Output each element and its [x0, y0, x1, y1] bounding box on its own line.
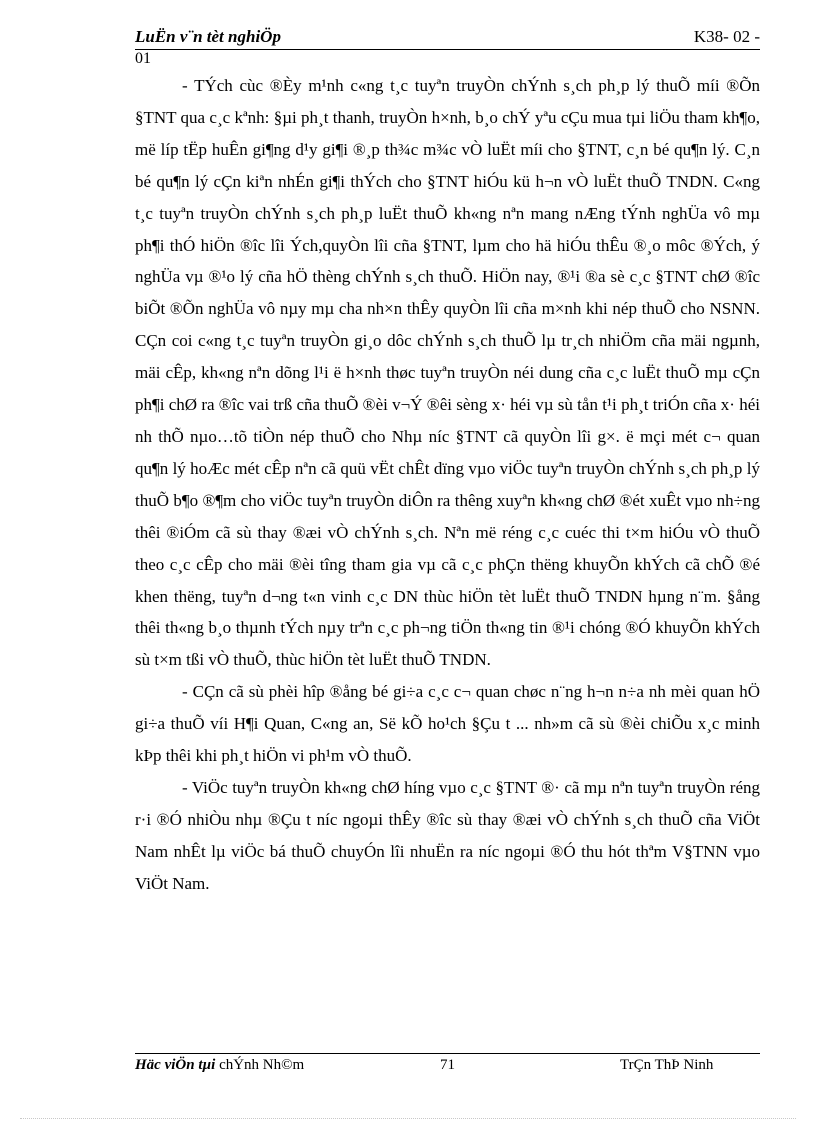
page-header [135, 27, 760, 47]
header-divider [135, 49, 760, 50]
paragraph-coordination: - CÇn cã sù phèi hîp ®ång bé gi÷a c¸c c¬ quan chøc n¨ng h¬n n÷a nh mèi quan hÖ gi÷a thuÕ víi H¶i Quan, C«ng an, Së kÕ ho¹ch §Çu t ... nh»m cã sù ®èi chiÕu x¸c minh kÞp thêi khi ph¸t hiÖn vi ph¹m vÒ thuÕ. [135, 682, 760, 766]
footer-institution [135, 1056, 305, 1074]
footer-institution-emphasis: Häc viÖn tµi [135, 1057, 216, 1073]
footer-author: TrÇn ThÞ Ninh [620, 1057, 714, 1073]
paragraph-propaganda: - TÝch cùc ®Èy m¹nh c«ng t¸c tuyªn truyÒn chÝnh s¸ch ph¸p lý thuÕ míi ®Õn §TNT qua c¸c kªnh: §µi ph¸t thanh, truyÒn h×nh, b¸o chÝ yªu cÇu mua tµi liÖu tham kh¶o, më líp tËp huÊn gi¶ng d¹y gi¶i ®¸p th¾c m¾c vÒ luËt míi cho §TNT, c¸n bé qu¶n lý. C¸n bé qu¶n lý cÇn kiªn nhÉn gi¶i thÝch cho §TNT hiÓu kü h¬n vÒ luËt thuÕ TNDN. C«ng t¸c tuyªn truyÒn chÝnh s¸ch ph¸p luËt thuÕ kh«ng nªn mang nÆng tÝnh nghÜa vô mµ ph¶i thÓ hiÖn ®îc lîi Ých,quyÒn lîi cña §TNT, lµm cho hä hiÓu thÊu ®¸o môc ®Ých, ý nghÜa vµ ®¹o lý cña hÖ thèng chÝnh s¸ch thuÕ. HiÖn nay, ®¹i ®a sè c¸c §TNT chØ ®îc biÕt ®Õn nghÜa vô nµy mµ cha nh×n thÊy quyÒn lîi cña m×nh khi nép thuÕ cho NSNN. CÇn coi c«ng t¸c tuyªn truyÒn gi¸o dôc chÝnh s¸ch thuÕ lµ tr¸ch nhiÖm cña mäi ngµnh, mäi cÊp, kh«ng nªn dõng l¹i ë h×nh thøc tuyªn truyÒn néi dung cña c¸c luËt thuÕ mµ cÇn ph¶i chØ ra ®îc vai trß cña thuÕ ®èi v¬Ý ®êi sèng x· héi vµ sù tån t¹i ph¸t triÓn cña x· héi nh thÕ nµo…tõ tiÒn nép thuÕ cho Nhµ níc §TNT cã quyÒn lîi g×. ë mçi mét c¬ quan qu¶n lý hoÆc mét cÊp nªn cã quü vËt chÊt dïng vµo viÖc tuyªn truyÒn chÝnh s¸ch ph¸p lý thuÕ b¶o ®¶m cho viÖc tuyªn truyÒn diÔn ra thêng xuyªn kh«ng chØ ®ét xuÊt vµo nh÷ng thêi ®iÓm cã sù thay ®æi vÒ chÝnh s¸ch. Nªn më réng c¸c cuéc thi t×m hiÓu vÒ thuÕ theo c¸c cÊp cho mäi ®èi tîng tham gia vµ cã c¸c phÇn thëng khuyÕn khÝch cã chÕ ®é khen thëng, tuyªn d¬ng t«n vinh c¸c DN thùc hiÖn tèt luËt thuÕ TNDN hµng n¨m. §ång thêi th«ng b¸o thµnh tÝch nµy trªn c¸c ph¬ng tiÖn th«ng tin ®¹i chóng ®Ó khuyÕn khÝch sù t×m tßi vÒ thuÕ, thùc hiÖn tèt luËt thuÕ TNDN. [135, 76, 760, 670]
body-text [135, 70, 760, 900]
footer-divider [135, 1053, 760, 1054]
header-class-code: K38- 02 - [693, 27, 760, 46]
page-number: 71 [440, 1057, 455, 1073]
page-edge-dotted-line [20, 1118, 796, 1119]
footer-institution-rest: chÝnh Nh©m [215, 1057, 305, 1073]
paragraph-foreign-investors: - ViÖc tuyªn truyÒn kh«ng chØ híng vµo c¸c §TNT ®· cã mµ nªn tuyªn truyÒn réng r·i ®Ó nhiÒu nhµ ®Çu t níc ngoµi thÊy ®îc sù thay ®æi vÒ chÝnh s¸ch thuÕ cña ViÖt Nam nhÊt lµ viÖc bá thuÕ chuyÓn lîi nhuËn ra níc ngoµi ®Ó thu hót thªm V§TNN vµo ViÖt Nam. [135, 777, 760, 893]
header-thesis-title: LuËn v¨n tèt nghiÖp [135, 27, 281, 46]
header-class-code-continuation: 01 [135, 50, 151, 67]
